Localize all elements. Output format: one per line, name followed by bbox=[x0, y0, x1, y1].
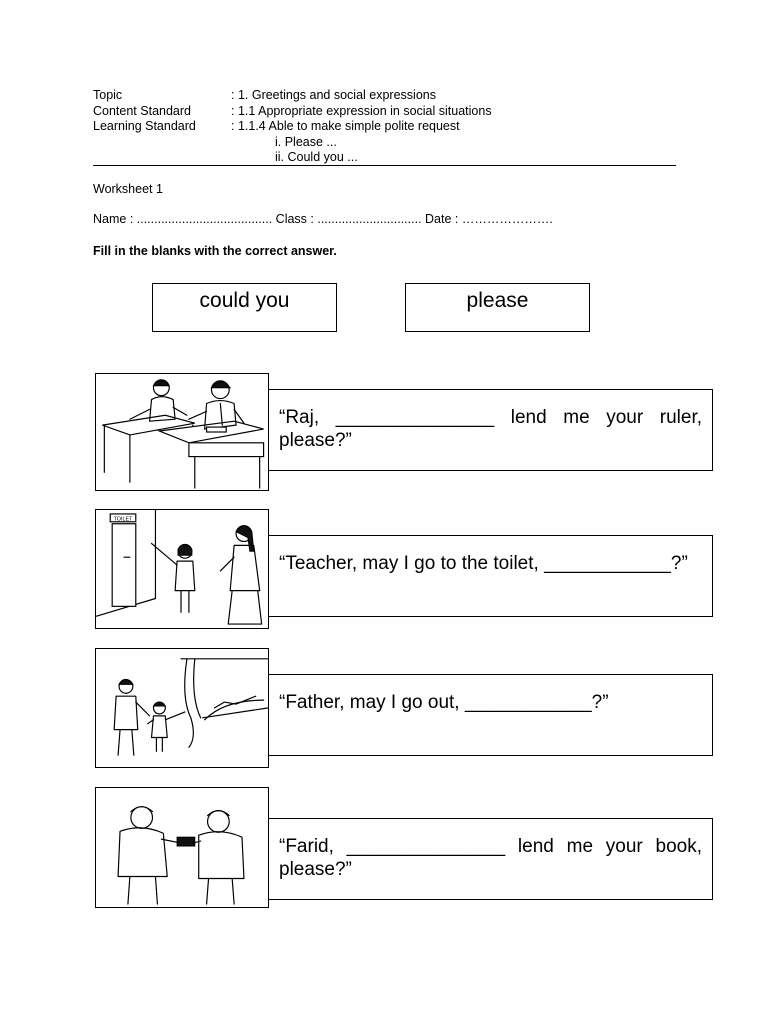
content-standard-label: Content Standard bbox=[93, 103, 191, 118]
learning-standard-row bbox=[93, 119, 492, 135]
question-4-text: “Farid, _______________ lend me your book, please?” bbox=[279, 836, 702, 880]
worksheet-title: Worksheet 1 bbox=[93, 182, 163, 196]
student-asking-teacher-toilet-illustration bbox=[95, 509, 269, 629]
topic-value: : 1. Greetings and social expressions bbox=[231, 88, 436, 102]
two-boys-sharing-book-illustration bbox=[95, 787, 269, 908]
name-class-date-line: Name : ....................................... Class : .............................. Date : …………………. bbox=[93, 212, 553, 226]
question-3-text: “Father, may I go out, ____________?” bbox=[279, 692, 609, 713]
child-asking-father-illustration bbox=[95, 648, 269, 768]
learning-standard-value: : 1.1.4 Able to make simple polite request bbox=[231, 119, 460, 133]
topic-row bbox=[93, 88, 492, 104]
question-2-box bbox=[268, 535, 713, 617]
header-info bbox=[93, 88, 492, 166]
question-3-box bbox=[268, 674, 713, 756]
question-4-box bbox=[268, 818, 713, 900]
content-standard-value: : 1.1 Appropriate expression in social situations bbox=[231, 103, 492, 118]
instruction: Fill in the blanks with the correct answer. bbox=[93, 244, 337, 258]
content-standard-row bbox=[93, 104, 492, 120]
two-students-at-desks-illustration bbox=[95, 373, 269, 491]
question-2-text: “Teacher, may I go to the toilet, ____________?” bbox=[279, 553, 688, 574]
topic-label: Topic bbox=[93, 88, 123, 102]
word-bank-could-you: could you bbox=[152, 283, 337, 332]
question-1-box bbox=[268, 389, 713, 471]
sub-item-could-you: ii. Could you ... bbox=[275, 150, 358, 164]
question-1-text: “Raj, _______________ lend me your ruler, please?” bbox=[279, 407, 702, 451]
toilet-sign-text: TOILET bbox=[113, 516, 133, 523]
word-bank-please: please bbox=[405, 283, 590, 332]
sub-item-please: i. Please ... bbox=[275, 134, 337, 149]
learning-standard-label: Learning Standard bbox=[93, 119, 196, 133]
header-divider bbox=[93, 165, 676, 166]
